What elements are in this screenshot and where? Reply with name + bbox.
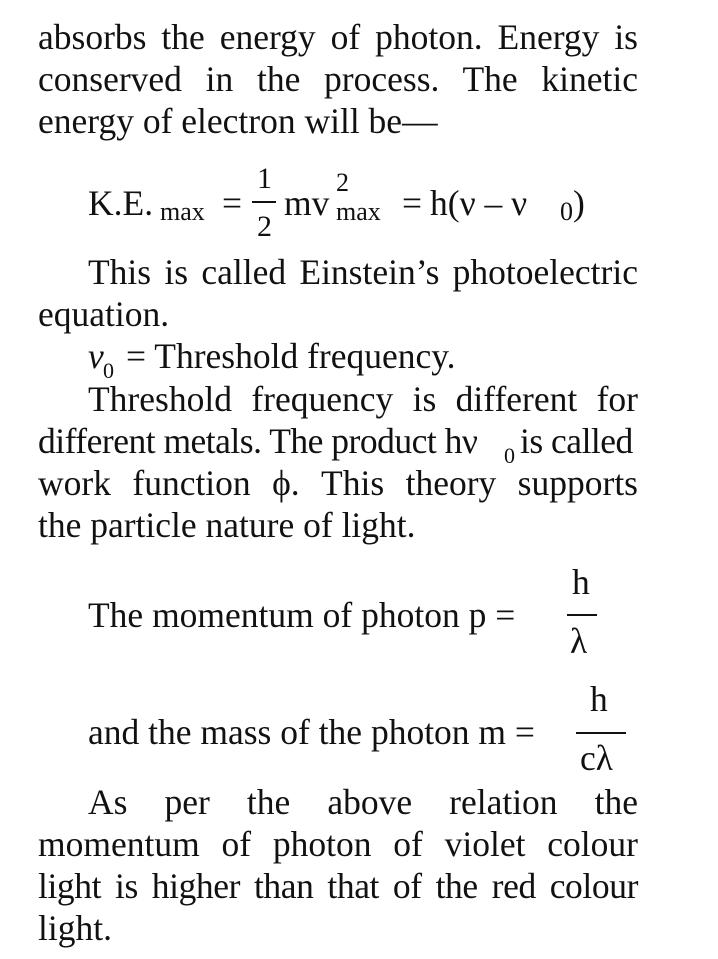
momentum-denominator: λ: [570, 621, 588, 661]
paragraph-2-line-1: This is called Einstein’s photoelectric: [88, 252, 638, 292]
velocity-superscript: 2: [336, 168, 349, 197]
mass-numerator: h: [590, 679, 608, 719]
paragraph-4-line-3: light is higher than that of the red colour: [38, 866, 638, 906]
rhs-subscript: 0: [560, 197, 573, 226]
ke-symbol: K.E.: [88, 183, 154, 223]
momentum-numerator: h: [572, 562, 590, 602]
mass-fraction-bar: [576, 732, 626, 734]
paragraph-4-line-4: light.: [38, 908, 112, 948]
fraction-bar: [252, 201, 276, 203]
rhs-term: h(ν – ν: [430, 183, 528, 223]
velocity-subscript: max: [336, 197, 381, 226]
fraction-denominator: 2: [257, 210, 272, 243]
paragraph-4-line-2: momentum of photon of violet colour: [38, 824, 638, 864]
paragraph-3-line-1: Threshold frequency is different for: [88, 379, 638, 419]
ke-subscript: max: [160, 197, 205, 226]
paragraph-1-line-2: conserved in the process. The kinetic: [38, 59, 638, 99]
fraction-numerator: 1: [257, 162, 272, 195]
equals-sign-1: =: [222, 183, 243, 223]
paragraph-4-line-1: As per the above relation the: [88, 782, 638, 822]
momentum-text: The momentum of photon p =: [88, 595, 516, 635]
product-subscript: 0: [504, 443, 515, 468]
mass-text: and the mass of the photon m =: [88, 712, 535, 752]
nu-symbol: ν: [88, 336, 104, 376]
mv-term: mv: [284, 183, 330, 223]
paragraph-1-line-3: energy of electron will be—: [38, 101, 438, 141]
threshold-text: = Threshold frequency.: [126, 336, 456, 376]
paragraph-3-line-3: work function ϕ. This theory supports: [38, 463, 638, 503]
rhs-close-paren: ): [573, 183, 585, 223]
momentum-fraction-bar: [567, 614, 597, 616]
equals-sign-2: =: [402, 183, 423, 223]
paragraph-1-line-1: absorbs the energy of photon. Energy is: [38, 17, 638, 57]
paragraph-3-line-2b: is called: [520, 421, 633, 461]
mass-denominator: cλ: [580, 738, 613, 778]
nu-subscript: 0: [103, 358, 114, 383]
paragraph-2-line-2: equation.: [38, 294, 170, 334]
paragraph-3-line-4: the particle nature of light.: [38, 505, 416, 545]
paragraph-3-line-2a: different metals. The product hν: [38, 421, 478, 461]
